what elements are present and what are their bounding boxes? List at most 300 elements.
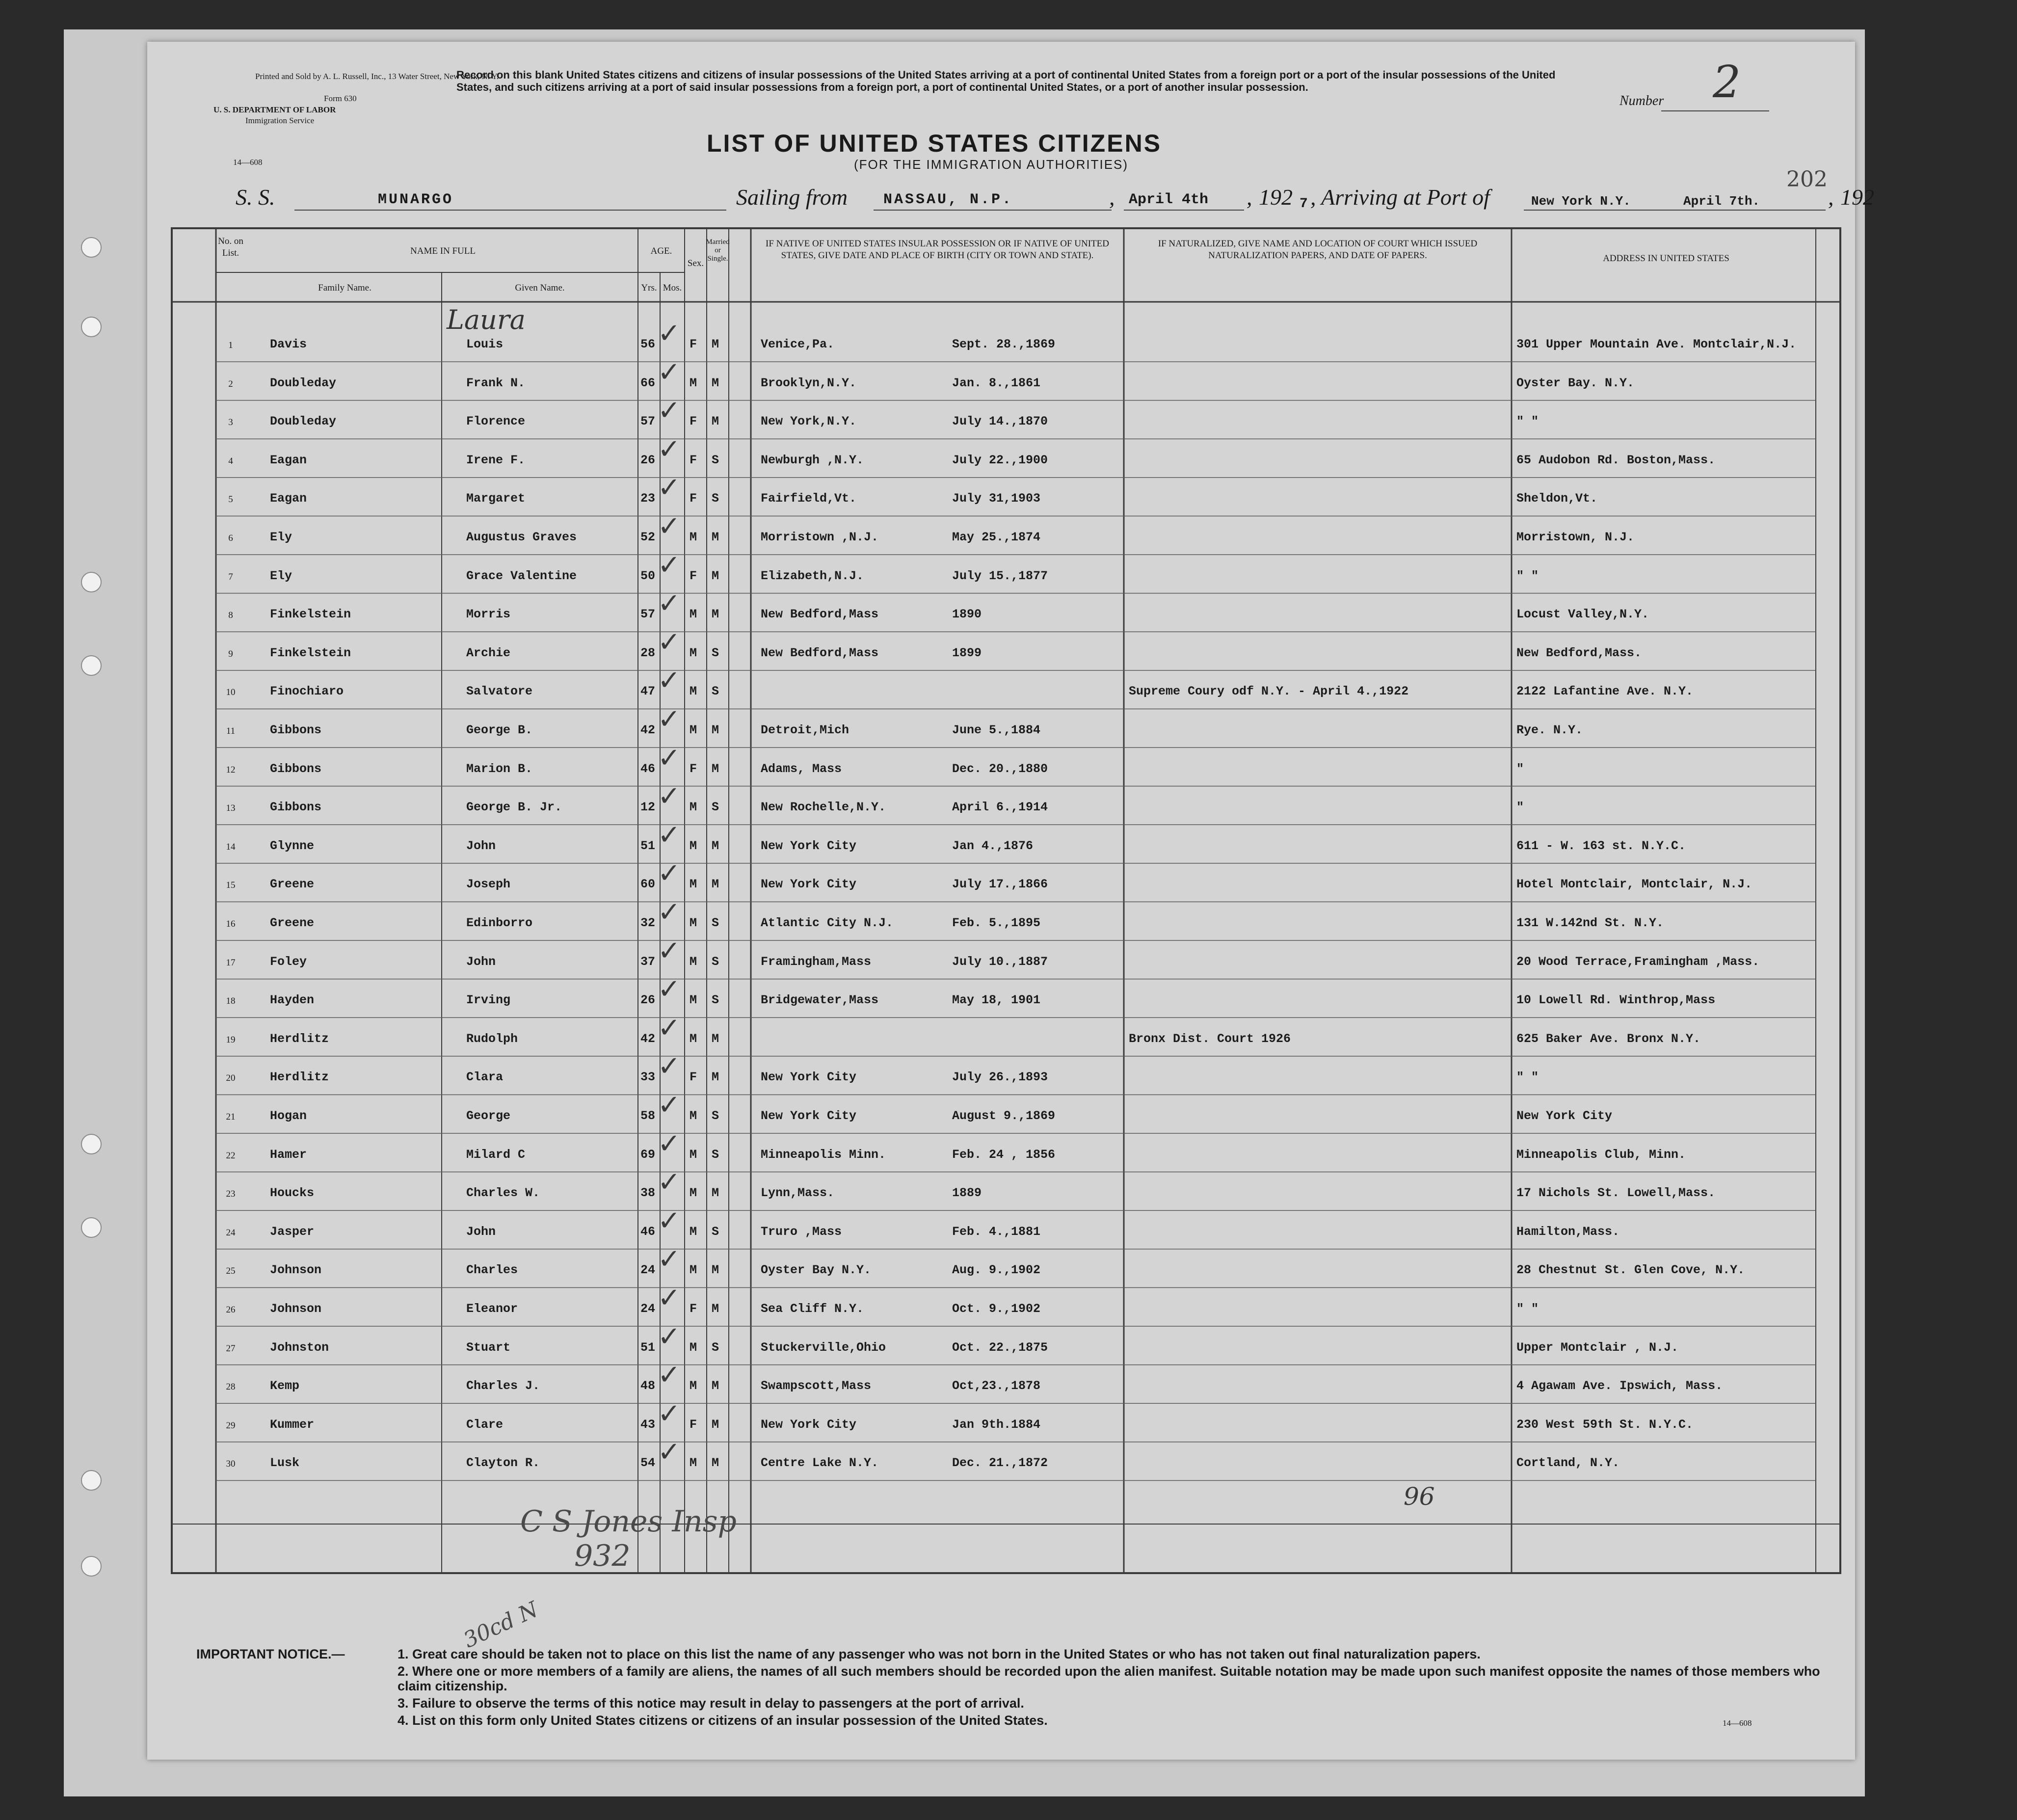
cell-ms: S [712, 491, 719, 506]
cell-place: Truro ,Mass [761, 1224, 842, 1239]
cell-sex: M [690, 530, 697, 544]
cell-sex: F [690, 414, 697, 429]
page-stamp: 202 [1786, 167, 1828, 192]
cell-sex: F [690, 1070, 697, 1085]
cell-sex: M [690, 1224, 697, 1239]
cell-ms: M [712, 375, 719, 390]
cell-place: Swampscott,Mass [761, 1379, 872, 1393]
cell-place: New York City [761, 1070, 857, 1085]
cell-no: 1 [228, 340, 233, 350]
cell-given: Stuart [466, 1340, 511, 1355]
cell-ms: M [712, 1456, 719, 1471]
cell-sex: M [690, 993, 697, 1008]
cell-age: 58 [640, 1109, 656, 1123]
check-mark-icon: ✓ [658, 433, 681, 465]
cell-ms: M [712, 723, 719, 737]
cell-given: Irving [466, 993, 511, 1008]
cell-sex: M [690, 1109, 697, 1123]
cell-date: Jan 4.,1876 [952, 838, 1034, 853]
cell-age: 51 [640, 1340, 656, 1355]
cell-given: Charles [466, 1263, 518, 1278]
cell-ms: S [712, 1109, 719, 1123]
cell-address: " [1516, 761, 1524, 776]
cell-date: 1899 [952, 645, 982, 660]
cell-sex: F [690, 568, 697, 583]
cell-date: 1889 [952, 1186, 982, 1201]
cell-date: July 26.,1893 [952, 1070, 1048, 1085]
cell-family: Greene [270, 877, 315, 892]
cell-ms: M [712, 1417, 719, 1432]
form-code: 14—608 [233, 158, 263, 167]
cell-no: 11 [226, 726, 236, 736]
cell-ms: S [712, 1224, 719, 1239]
cell-date: Jan 9th.1884 [952, 1417, 1041, 1432]
check-mark-icon: ✓ [658, 1127, 681, 1160]
cell-no: 5 [228, 494, 233, 505]
header-family-name: Family Name. [318, 283, 372, 293]
cell-address: Hamilton,Mass. [1516, 1224, 1620, 1239]
cell-sex: F [690, 1302, 697, 1316]
cell-given: Clara [466, 1070, 504, 1085]
cell-given: Eleanor [466, 1302, 518, 1316]
check-mark-icon: ✓ [658, 472, 681, 504]
cell-family: Finkelstein [270, 645, 351, 660]
cell-date: Dec. 20.,1880 [952, 761, 1048, 776]
cell-sex: M [690, 1340, 697, 1355]
header-sex: Sex. [687, 258, 704, 268]
check-mark-icon: ✓ [658, 896, 681, 928]
cell-given: Charles W. [466, 1186, 540, 1201]
cell-place: New York City [761, 877, 857, 892]
arrival-year: 192 [1840, 185, 1874, 210]
cell-family: Doubleday [270, 414, 337, 429]
check-mark-icon: ✓ [658, 780, 681, 813]
binder-hole [81, 317, 102, 337]
arriving-label: , Arriving at Port of [1310, 185, 1490, 210]
cell-place: Bridgewater,Mass [761, 993, 879, 1008]
cell-date: Feb. 24 , 1856 [952, 1147, 1056, 1162]
cell-address: " [1516, 800, 1524, 815]
cell-given: George [466, 1109, 511, 1123]
check-mark-icon: ✓ [658, 935, 681, 967]
cell-family: Greene [270, 916, 315, 930]
cell-no: 30 [226, 1459, 236, 1470]
check-mark-icon: ✓ [658, 510, 681, 542]
cell-place: New York City [761, 1109, 857, 1123]
cell-no: 20 [226, 1073, 236, 1084]
cell-family: Herdlitz [270, 1031, 329, 1046]
cell-place: Newburgh ,N.Y. [761, 453, 864, 467]
cell-age: 32 [640, 916, 656, 930]
cell-address: New Bedford,Mass. [1516, 645, 1642, 660]
cell-age: 23 [640, 491, 656, 506]
cell-address: Minneapolis Club, Minn. [1516, 1147, 1686, 1162]
cell-age: 43 [640, 1417, 656, 1432]
departure-port: NASSAU, N.P. [883, 191, 1013, 208]
list-number: 2 [1713, 56, 1741, 108]
cell-ms: M [712, 761, 719, 776]
header-mos: Mos. [663, 283, 682, 293]
cell-date: May 25.,1874 [952, 530, 1041, 544]
check-mark-icon: ✓ [658, 549, 681, 581]
cell-given: Rudolph [466, 1031, 518, 1046]
cell-given: John [466, 838, 496, 853]
cell-address: 301 Upper Mountain Ave. Montclair,N.J. [1516, 337, 1797, 351]
cell-age: 56 [640, 337, 656, 351]
cell-date: May 18, 1901 [952, 993, 1041, 1008]
cell-age: 26 [640, 993, 656, 1008]
notice-label: IMPORTANT NOTICE.— [196, 1647, 345, 1661]
arrival-date: April 7th. [1683, 194, 1760, 209]
cell-given: Marion B. [466, 761, 533, 776]
binder-hole [81, 1556, 102, 1577]
departure-date: April 4th [1129, 191, 1209, 208]
cell-family: Doubleday [270, 375, 337, 390]
cell-address: 4 Agawam Ave. Ipswich, Mass. [1516, 1379, 1723, 1393]
cell-ms: S [712, 1147, 719, 1162]
cell-sex: M [690, 800, 697, 815]
header-address: ADDRESS IN UNITED STATES [1603, 253, 1729, 264]
cell-family: Gibbons [270, 723, 322, 737]
cell-address: Hotel Montclair, Montclair, N.J. [1516, 877, 1752, 892]
cell-sex: M [690, 877, 697, 892]
arrival-port: New York N.Y. [1531, 194, 1631, 209]
cell-ms: M [712, 1031, 719, 1046]
cell-no: 29 [226, 1420, 236, 1431]
cell-ms: M [712, 414, 719, 429]
cell-date: July 22.,1900 [952, 453, 1048, 467]
check-mark-icon: ✓ [658, 1089, 681, 1121]
cell-age: 24 [640, 1263, 656, 1278]
cell-sex: M [690, 645, 697, 660]
notice-item-3: 3. Failure to observe the terms of this notice may result in delay to passengers at the port of arrival. [398, 1696, 1024, 1711]
cell-age: 57 [640, 414, 656, 429]
cell-sex: M [690, 916, 697, 930]
cell-no: 24 [226, 1227, 236, 1238]
cell-age: 50 [640, 568, 656, 583]
cell-given: Margaret [466, 491, 526, 506]
cell-no: 8 [228, 610, 233, 621]
cell-ms: S [712, 954, 719, 969]
cell-given: Morris [466, 607, 511, 622]
cell-given: Clare [466, 1417, 504, 1432]
cell-ms: M [712, 1379, 719, 1393]
cell-date: July 17.,1866 [952, 877, 1048, 892]
departure-year-digit: 7 [1300, 196, 1308, 212]
cell-given: Edinborro [466, 916, 533, 930]
check-mark-icon: ✓ [658, 318, 681, 349]
check-mark-icon: ✓ [658, 1012, 681, 1044]
check-mark-icon: ✓ [658, 1243, 681, 1276]
cell-date: Dec. 21.,1872 [952, 1456, 1048, 1471]
binder-hole [81, 1217, 102, 1238]
cell-given: Grace Valentine [466, 568, 577, 583]
cell-address: Upper Montclair , N.J. [1516, 1340, 1679, 1355]
cell-family: Glynne [270, 838, 315, 853]
cell-age: 69 [640, 1147, 656, 1162]
cell-sex: F [690, 453, 697, 467]
cell-place: New York City [761, 1417, 857, 1432]
cell-ms: M [712, 1070, 719, 1085]
cell-given: Charles J. [466, 1379, 540, 1393]
handwritten-total: 96 [1404, 1482, 1435, 1511]
cell-family: Herdlitz [270, 1070, 329, 1085]
footer-code: 14—608 [1723, 1718, 1752, 1728]
cell-family: Houcks [270, 1186, 315, 1201]
cell-family: Hamer [270, 1147, 307, 1162]
check-mark-icon: ✓ [658, 857, 681, 890]
table-grid [147, 42, 1855, 1760]
cell-place: Morristown ,N.J. [761, 530, 879, 544]
cell-address: 230 West 59th St. N.Y.C. [1516, 1417, 1694, 1432]
cell-no: 23 [226, 1189, 236, 1200]
cell-date: Aug. 9.,1902 [952, 1263, 1041, 1278]
cell-given: Salvatore [466, 684, 533, 699]
cell-date: July 14.,1870 [952, 414, 1048, 429]
cell-family: Foley [270, 954, 307, 969]
cell-address: 2122 Lafantine Ave. N.Y. [1516, 684, 1694, 699]
cell-place: Stuckerville,Ohio [761, 1340, 886, 1355]
cell-family: Gibbons [270, 800, 322, 815]
cell-no: 13 [226, 803, 236, 814]
cell-family: Johnson [270, 1302, 322, 1316]
cell-given: Archie [466, 645, 511, 660]
cell-ms: M [712, 1263, 719, 1278]
cell-place: New Bedford,Mass [761, 645, 879, 660]
binder-hole [81, 655, 102, 676]
cell-address: Morristown, N.J. [1516, 530, 1635, 544]
cell-date: June 5.,1884 [952, 723, 1041, 737]
cell-sex: M [690, 1031, 697, 1046]
cell-address: Sheldon,Vt. [1516, 491, 1598, 506]
cell-ms: S [712, 684, 719, 699]
cell-date: 1890 [952, 607, 982, 622]
cell-age: 33 [640, 1070, 656, 1085]
cell-given: George B. Jr. [466, 800, 562, 815]
form-number: Form 630 [324, 94, 357, 103]
cell-family: Kemp [270, 1379, 300, 1393]
cell-given: Louis [466, 337, 504, 351]
header-naturalized: IF NATURALIZED, GIVE NAME AND LOCATION OF COURT WHICH ISSUED NATURALIZATION PAPERS, AND DATE OF PAPERS. [1158, 239, 1478, 261]
cell-nat: Bronx Dist. Court 1926 [1129, 1031, 1291, 1046]
cell-place: Fairfield,Vt. [761, 491, 857, 506]
handwritten-side-note: 30cd N [459, 1597, 542, 1653]
header-name-in-full: NAME IN FULL [410, 246, 476, 256]
cell-address: " " [1516, 414, 1539, 429]
cell-ms: M [712, 1302, 719, 1316]
cell-family: Ely [270, 530, 292, 544]
cell-ms: S [712, 1340, 719, 1355]
cell-age: 42 [640, 723, 656, 737]
cell-age: 66 [640, 375, 656, 390]
cell-given: Milard C [466, 1147, 526, 1162]
check-mark-icon: ✓ [658, 1397, 681, 1430]
cell-address: Oyster Bay. N.Y. [1516, 375, 1635, 390]
printer-credit: Printed and Sold by A. L. Russell, Inc., 13 Water Street, New York, N. Y. [255, 72, 499, 81]
cell-date: Oct. 9.,1902 [952, 1302, 1041, 1316]
cell-family: Ely [270, 568, 292, 583]
check-mark-icon: ✓ [658, 665, 681, 697]
binder-hole [81, 1470, 102, 1491]
binder-hole [81, 237, 102, 258]
departure-year: 192 [1259, 185, 1293, 210]
cell-ms: S [712, 916, 719, 930]
cell-sex: M [690, 1263, 697, 1278]
cell-sex: M [690, 1379, 697, 1393]
cell-date: Oct. 22.,1875 [952, 1340, 1048, 1355]
check-mark-icon: ✓ [658, 1436, 681, 1469]
cell-ms: M [712, 607, 719, 622]
cell-no: 14 [226, 841, 236, 852]
cell-no: 15 [226, 880, 236, 891]
cell-age: 52 [640, 530, 656, 544]
cell-address: 10 Lowell Rd. Winthrop,Mass [1516, 993, 1716, 1008]
cell-family: Eagan [270, 453, 307, 467]
cell-family: Eagan [270, 491, 307, 506]
header-given-name: Given Name. [515, 283, 565, 293]
cell-family: Finkelstein [270, 607, 351, 622]
cell-sex: F [690, 1417, 697, 1432]
cell-place: New Bedford,Mass [761, 607, 879, 622]
check-mark-icon: ✓ [658, 1204, 681, 1237]
number-label: Number [1619, 93, 1664, 108]
cell-given: George B. [466, 723, 533, 737]
cell-date: Jan. 8.,1861 [952, 375, 1041, 390]
cell-no: 2 [228, 378, 233, 389]
check-mark-icon: ✓ [658, 1320, 681, 1353]
check-mark-icon: ✓ [658, 973, 681, 1006]
cell-address: 20 Wood Terrace,Framingham ,Mass. [1516, 954, 1760, 969]
cell-date: July 10.,1887 [952, 954, 1048, 969]
cell-address: " " [1516, 568, 1539, 583]
cell-place: New York,N.Y. [761, 414, 857, 429]
service-name: Immigration Service [245, 116, 315, 125]
cell-family: Lusk [270, 1456, 300, 1471]
cell-sex: M [690, 607, 697, 622]
cell-address: New York City [1516, 1109, 1613, 1123]
cell-sex: M [690, 684, 697, 699]
binder-hole [81, 1134, 102, 1154]
cell-no: 18 [226, 996, 236, 1007]
cell-ms: M [712, 337, 719, 351]
cell-no: 10 [226, 687, 236, 698]
cell-age: 42 [640, 1031, 656, 1046]
cell-address: 625 Baker Ave. Bronx N.Y. [1516, 1031, 1701, 1046]
check-mark-icon: ✓ [658, 1359, 681, 1392]
cell-place: Brooklyn,N.Y. [761, 375, 857, 390]
cell-family: Kummer [270, 1417, 315, 1432]
cell-no: 19 [226, 1034, 236, 1045]
cell-age: 28 [640, 645, 656, 660]
cell-address: " " [1516, 1302, 1539, 1316]
cell-sex: M [690, 1456, 697, 1471]
cell-no: 28 [226, 1382, 236, 1392]
cell-place: Oyster Bay N.Y. [761, 1263, 872, 1278]
cell-place: Centre Lake N.Y. [761, 1456, 879, 1471]
cell-ms: M [712, 530, 719, 544]
cell-no: 21 [226, 1112, 236, 1122]
cell-no: 25 [226, 1266, 236, 1277]
cell-no: 7 [228, 571, 233, 582]
cell-no: 9 [228, 648, 233, 659]
check-mark-icon: ✓ [658, 1282, 681, 1314]
sailing-label: Sailing from [736, 185, 848, 210]
ss-label: S. S. [236, 185, 275, 210]
cell-age: 60 [640, 877, 656, 892]
cell-sex: M [690, 375, 697, 390]
cell-sex: F [690, 491, 697, 506]
cell-no: 12 [226, 764, 236, 775]
instruction-text: Record on this blank United States citizens and citizens of insular possessions of the United States arriving at a port of continental United States from a foreign port or a port of the insular possessions of the United States, and such citizens arriving at a port of said insular possessions from a foreign port, a port of continental United States, or a port of another insular possession. [456, 69, 1556, 93]
cell-nat: Supreme Coury odf N.Y. - April 4.,1922 [1129, 684, 1409, 699]
cell-sex: M [690, 838, 697, 853]
cell-family: Davis [270, 337, 307, 351]
cell-given: Augustus Graves [466, 530, 577, 544]
cell-address: 28 Chestnut St. Glen Cove, N.Y. [1516, 1263, 1745, 1278]
cell-given: Irene F. [466, 453, 526, 467]
cell-age: 51 [640, 838, 656, 853]
notice-item-1: 1. Great care should be taken not to place on this list the name of any passenger who was not born in the United States or who has not taken out final naturalization papers. [398, 1647, 1481, 1661]
cell-sex: M [690, 954, 697, 969]
cell-place: Detroit,Mich [761, 723, 849, 737]
cell-sex: M [690, 1186, 697, 1201]
header-age: AGE. [650, 246, 672, 256]
check-mark-icon: ✓ [658, 626, 681, 658]
cell-no: 3 [228, 417, 233, 428]
cell-age: 37 [640, 954, 656, 969]
cell-address: Rye. N.Y. [1516, 723, 1583, 737]
notice-item-4: 4. List on this form only United States citizens or citizens of an insular possession of the United States. [398, 1713, 1048, 1728]
cell-sex: M [690, 723, 697, 737]
cell-age: 46 [640, 1224, 656, 1239]
cell-family: Hogan [270, 1109, 307, 1123]
handwritten-code: 932 [574, 1539, 631, 1573]
cell-given: John [466, 954, 496, 969]
cell-ms: S [712, 993, 719, 1008]
cell-date: Oct,23.,1878 [952, 1379, 1041, 1393]
cell-place: Sea Cliff N.Y. [761, 1302, 864, 1316]
cell-age: 24 [640, 1302, 656, 1316]
cell-date: August 9.,1869 [952, 1109, 1056, 1123]
cell-place: Adams, Mass [761, 761, 842, 776]
cell-place: Atlantic City N.J. [761, 916, 894, 930]
cell-age: 46 [640, 761, 656, 776]
cell-no: 22 [226, 1150, 236, 1161]
cell-no: 6 [228, 533, 233, 543]
cell-no: 4 [228, 455, 233, 466]
cell-family: Hayden [270, 993, 315, 1008]
cell-sex: M [690, 1147, 697, 1162]
cell-age: 54 [640, 1456, 656, 1471]
cell-place: Elizabeth,N.J. [761, 568, 864, 583]
handwritten-correction: Laura [447, 304, 526, 335]
cell-place: Venice,Pa. [761, 337, 835, 351]
check-mark-icon: ✓ [658, 703, 681, 735]
cell-family: Johnston [270, 1340, 329, 1355]
cell-date: April 6.,1914 [952, 800, 1048, 815]
cell-age: 48 [640, 1379, 656, 1393]
check-mark-icon: ✓ [658, 819, 681, 851]
cell-place: Framingham,Mass [761, 954, 872, 969]
ship-name: MUNARGO [378, 191, 454, 208]
header-yrs: Yrs. [641, 283, 657, 293]
header-married-single: Married or Single. [706, 238, 730, 263]
check-mark-icon: ✓ [658, 742, 681, 774]
check-mark-icon: ✓ [658, 1050, 681, 1083]
cell-sex: F [690, 337, 697, 351]
cell-family: Gibbons [270, 761, 322, 776]
cell-address: 131 W.142nd St. N.Y. [1516, 916, 1664, 930]
